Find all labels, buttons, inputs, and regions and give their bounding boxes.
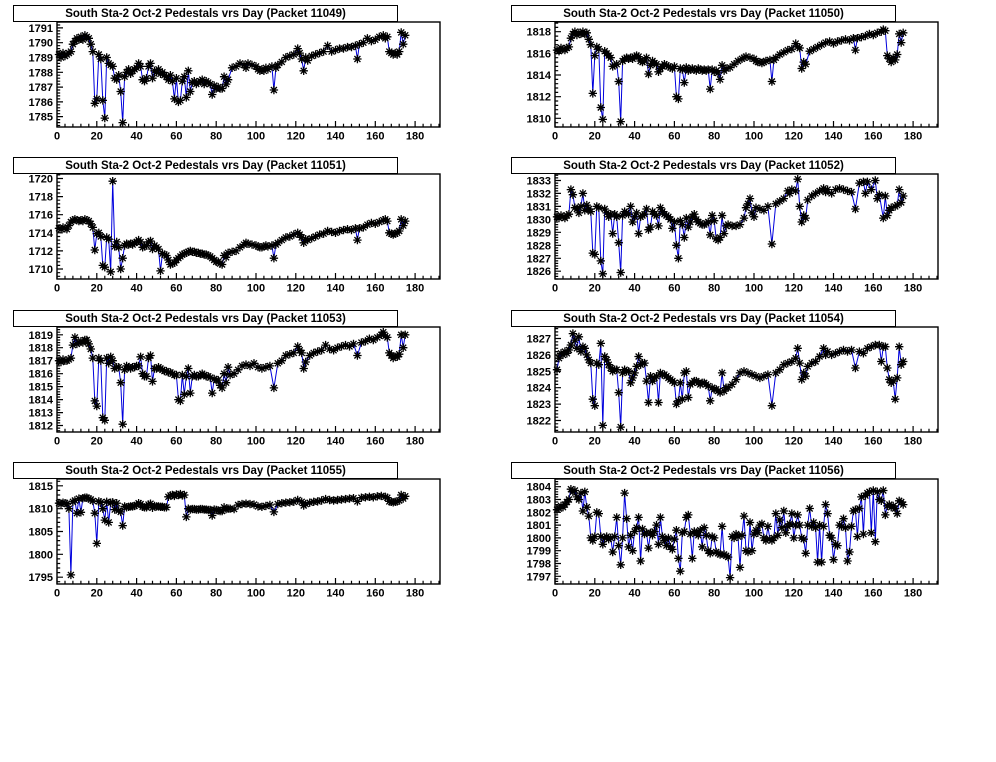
x-tick-label: 160 — [864, 587, 883, 600]
pad-packet-11050 — [498, 0, 996, 152]
y-tick-label: 1798 — [526, 558, 551, 571]
plot-title-box — [511, 462, 896, 479]
x-tick-label: 100 — [246, 282, 266, 295]
plot-frame — [57, 327, 440, 432]
plot-title-box — [511, 157, 896, 174]
plot-frame — [555, 327, 938, 432]
x-tick-label: 40 — [628, 435, 641, 448]
y-tick-label: 1802 — [526, 507, 551, 520]
y-tick-label: 1826 — [526, 349, 551, 362]
x-tick-label: 140 — [326, 282, 345, 295]
x-tick-label: 20 — [588, 282, 601, 295]
x-tick-label: 140 — [824, 282, 843, 295]
x-tick-label: 60 — [668, 282, 681, 295]
x-tick-label: 0 — [53, 435, 61, 448]
x-tick-label: 20 — [90, 587, 103, 600]
x-tick-label: 80 — [210, 130, 223, 143]
x-tick-label: 80 — [210, 282, 223, 295]
x-tick-label: 180 — [903, 282, 923, 295]
y-tick-label: 1818 — [28, 342, 53, 355]
x-tick-label: 140 — [326, 587, 345, 600]
x-tick-label: 160 — [366, 435, 385, 448]
plot-title: South Sta-2 Oct-2 Pedestals vrs Day (Packet 11056) — [563, 464, 844, 477]
x-tick-label: 80 — [210, 587, 223, 600]
plot-area-11052 — [498, 152, 996, 304]
x-tick-label: 40 — [130, 435, 143, 448]
x-tick-label: 60 — [170, 435, 183, 448]
x-tick-label: 0 — [551, 130, 559, 143]
y-tick-label: 1797 — [526, 571, 551, 584]
y-tick-label: 1786 — [28, 96, 53, 109]
x-tick-label: 40 — [628, 282, 641, 295]
x-tick-label: 160 — [864, 130, 883, 143]
plot-area-11053 — [0, 305, 498, 457]
plot-title-box — [511, 310, 896, 327]
x-tick-label: 180 — [903, 587, 923, 600]
plot-area-11049 — [0, 0, 498, 152]
y-tick-label: 1789 — [28, 52, 53, 65]
plot-area-11055 — [0, 457, 498, 609]
y-tick-label: 1814 — [28, 394, 53, 407]
x-tick-label: 20 — [90, 130, 103, 143]
plot-title: South Sta-2 Oct-2 Pedestals vrs Day (Packet 11053) — [65, 312, 346, 325]
x-tick-label: 180 — [405, 130, 425, 143]
y-tick-label: 1833 — [526, 175, 551, 188]
x-tick-label: 20 — [588, 587, 601, 600]
pad-packet-11055 — [0, 457, 498, 609]
x-tick-label: 60 — [170, 587, 183, 600]
x-tick-label: 100 — [246, 130, 266, 143]
pad-packet-11051 — [0, 152, 498, 304]
y-tick-label: 1716 — [28, 209, 53, 222]
y-tick-label: 1827 — [526, 253, 551, 266]
x-tick-label: 80 — [708, 130, 721, 143]
plot-title-box — [13, 5, 398, 22]
y-tick-label: 1812 — [28, 420, 53, 433]
x-tick-label: 120 — [784, 282, 803, 295]
y-tick-label: 1826 — [526, 266, 551, 279]
y-tick-label: 1799 — [526, 545, 551, 558]
x-tick-label: 180 — [903, 130, 923, 143]
x-tick-label: 180 — [405, 587, 425, 600]
plot-area-11054 — [498, 305, 996, 457]
plot-title: South Sta-2 Oct-2 Pedestals vrs Day (Packet 11050) — [563, 7, 844, 20]
y-tick-label: 1825 — [526, 366, 551, 379]
y-tick-label: 1812 — [526, 91, 551, 104]
y-tick-label: 1718 — [28, 191, 53, 204]
x-tick-label: 20 — [588, 130, 601, 143]
x-tick-label: 160 — [366, 282, 385, 295]
pad-packet-11049 — [0, 0, 498, 152]
plot-title-box — [511, 5, 896, 22]
x-tick-label: 40 — [628, 130, 641, 143]
y-tick-label: 1787 — [28, 82, 53, 95]
y-tick-label: 1805 — [28, 526, 53, 539]
y-tick-label: 1816 — [526, 48, 551, 61]
x-tick-label: 0 — [551, 282, 559, 295]
x-tick-label: 100 — [744, 435, 764, 448]
y-tick-label: 1800 — [28, 549, 53, 562]
y-tick-label: 1714 — [28, 227, 53, 240]
y-tick-label: 1827 — [526, 333, 551, 346]
x-tick-label: 0 — [53, 587, 61, 600]
x-tick-label: 20 — [588, 435, 601, 448]
plot-title-box — [13, 310, 398, 327]
x-tick-label: 100 — [246, 587, 266, 600]
x-tick-label: 40 — [628, 587, 641, 600]
y-tick-label: 1795 — [28, 572, 53, 585]
x-tick-label: 40 — [130, 587, 143, 600]
x-tick-label: 80 — [708, 435, 721, 448]
y-tick-label: 1831 — [526, 201, 551, 214]
x-tick-label: 100 — [744, 587, 764, 600]
x-tick-label: 80 — [210, 435, 223, 448]
y-tick-label: 1822 — [526, 415, 551, 428]
y-tick-label: 1817 — [28, 355, 53, 368]
x-tick-label: 120 — [286, 130, 305, 143]
y-tick-label: 1801 — [526, 520, 551, 533]
y-tick-label: 1814 — [526, 70, 551, 82]
x-tick-label: 160 — [864, 435, 883, 448]
x-tick-label: 40 — [130, 130, 143, 143]
x-tick-label: 60 — [170, 282, 183, 295]
x-tick-label: 20 — [90, 282, 103, 295]
pad-packet-11053 — [0, 305, 498, 457]
x-tick-label: 140 — [824, 130, 843, 143]
x-tick-label: 0 — [551, 587, 559, 600]
y-tick-label: 1815 — [28, 381, 53, 394]
x-tick-label: 180 — [405, 435, 425, 448]
y-tick-label: 1832 — [526, 188, 551, 201]
x-tick-label: 180 — [405, 282, 425, 295]
x-tick-label: 100 — [246, 435, 266, 448]
x-tick-label: 160 — [366, 587, 385, 600]
plot-title: South Sta-2 Oct-2 Pedestals vrs Day (Packet 11051) — [65, 159, 346, 172]
x-tick-label: 140 — [824, 587, 843, 600]
x-tick-label: 180 — [903, 435, 923, 448]
plot-title-box — [13, 157, 398, 174]
y-tick-label: 1823 — [526, 399, 551, 412]
pad-packet-11056 — [498, 457, 996, 609]
y-tick-label: 1791 — [28, 22, 53, 35]
x-tick-label: 0 — [53, 282, 61, 295]
plot-frame — [555, 22, 938, 127]
y-tick-label: 1828 — [526, 240, 551, 253]
plot-title: South Sta-2 Oct-2 Pedestals vrs Day (Packet 11055) — [65, 464, 346, 477]
x-tick-label: 120 — [286, 282, 305, 295]
x-tick-label: 100 — [744, 130, 764, 143]
y-tick-label: 1790 — [28, 37, 53, 50]
x-tick-label: 0 — [551, 435, 559, 448]
x-tick-label: 60 — [668, 435, 681, 448]
plot-title: South Sta-2 Oct-2 Pedestals vrs Day (Packet 11052) — [563, 159, 844, 172]
y-tick-label: 1818 — [526, 26, 551, 39]
y-tick-label: 1810 — [526, 113, 551, 126]
x-tick-label: 0 — [53, 130, 61, 143]
y-tick-label: 1710 — [28, 264, 53, 276]
plot-title: South Sta-2 Oct-2 Pedestals vrs Day (Packet 11049) — [65, 7, 346, 20]
x-tick-label: 120 — [286, 587, 305, 600]
y-tick-label: 1785 — [28, 111, 53, 124]
y-tick-label: 1816 — [28, 368, 53, 381]
x-tick-label: 100 — [744, 282, 764, 295]
x-tick-label: 140 — [824, 435, 843, 448]
x-tick-label: 20 — [90, 435, 103, 448]
x-tick-label: 120 — [784, 435, 803, 448]
x-tick-label: 140 — [326, 130, 345, 143]
y-tick-label: 1803 — [526, 494, 551, 507]
plot-area-11056 — [498, 457, 996, 609]
plot-area-11050 — [498, 0, 996, 152]
plot-title: South Sta-2 Oct-2 Pedestals vrs Day (Packet 11054) — [563, 312, 844, 325]
x-tick-label: 120 — [784, 587, 803, 600]
y-tick-label: 1804 — [526, 481, 551, 494]
y-tick-label: 1712 — [28, 245, 53, 258]
x-tick-label: 120 — [784, 130, 803, 143]
x-tick-label: 60 — [668, 587, 681, 600]
y-tick-label: 1824 — [526, 382, 551, 395]
y-tick-label: 1819 — [28, 329, 53, 342]
y-tick-label: 1788 — [28, 67, 53, 80]
y-tick-label: 1810 — [28, 503, 53, 516]
y-tick-label: 1815 — [28, 480, 53, 493]
x-tick-label: 160 — [366, 130, 385, 143]
pad-packet-11052 — [498, 152, 996, 304]
x-tick-label: 160 — [864, 282, 883, 295]
x-tick-label: 80 — [708, 282, 721, 295]
y-tick-label: 1800 — [526, 532, 551, 545]
x-tick-label: 140 — [326, 435, 345, 448]
y-tick-label: 1813 — [28, 407, 53, 420]
x-tick-label: 60 — [668, 130, 681, 143]
y-tick-label: 1720 — [28, 173, 53, 186]
y-tick-label: 1830 — [526, 214, 551, 227]
plot-title-box — [13, 462, 398, 479]
plot-frame — [555, 479, 938, 584]
x-tick-label: 120 — [286, 435, 305, 448]
x-tick-label: 80 — [708, 587, 721, 600]
plot-area-11051 — [0, 152, 498, 304]
y-tick-label: 1829 — [526, 227, 551, 240]
x-tick-label: 60 — [170, 130, 183, 143]
x-tick-label: 40 — [130, 282, 143, 295]
pad-packet-11054 — [498, 305, 996, 457]
